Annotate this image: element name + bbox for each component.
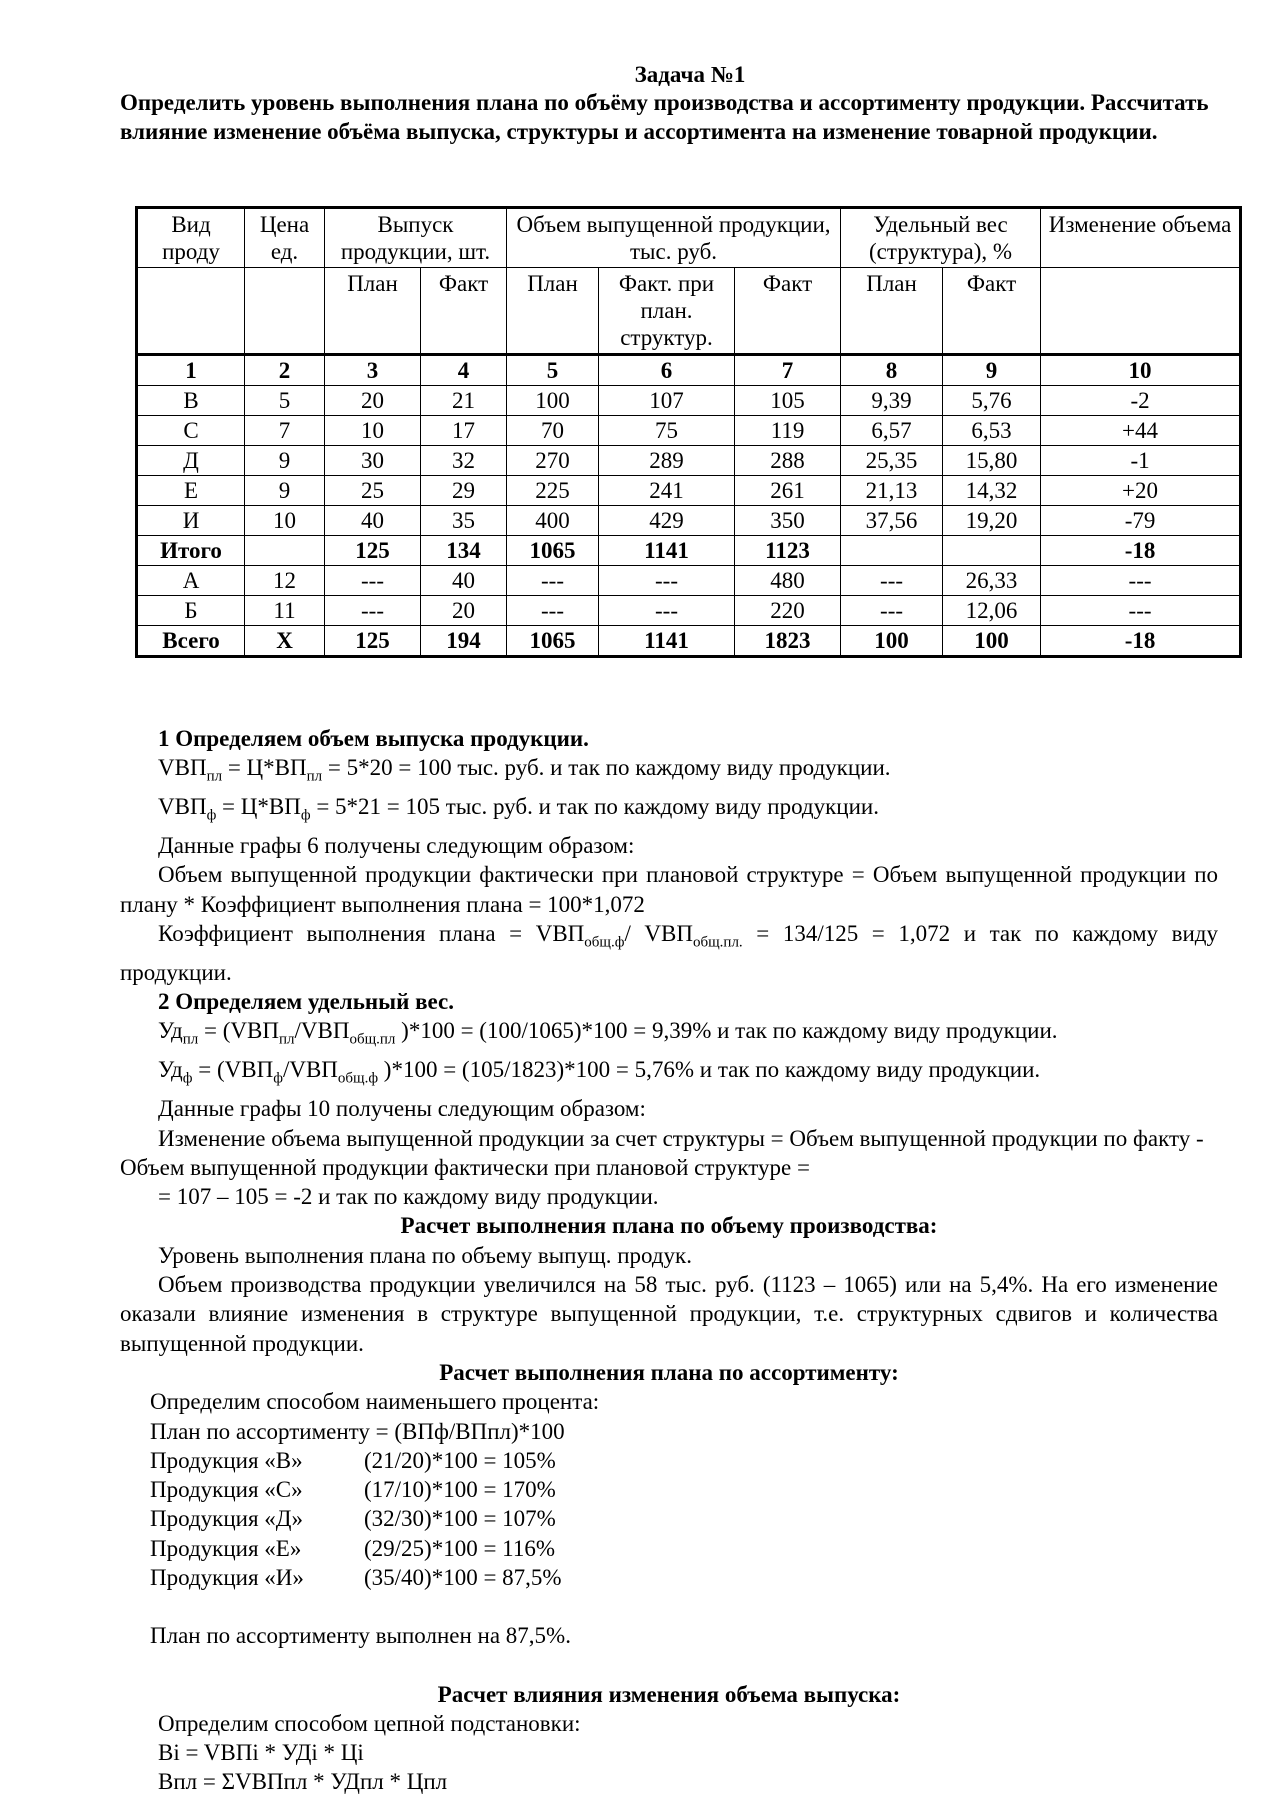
cell: --- <box>1041 566 1241 596</box>
list-item: Продукция «В» (21/20)*100 = 105% <box>150 1447 556 1473</box>
col-number: 1 <box>137 355 245 386</box>
cell: +20 <box>1041 476 1241 506</box>
formula-assortment: План по ассортименту = (ВПф/ВПпл)*100 <box>150 1418 565 1444</box>
cell: 6,57 <box>841 416 943 446</box>
cell: 125 <box>325 536 421 566</box>
cell: 75 <box>599 416 735 446</box>
cell: С <box>137 416 245 446</box>
subheader-fact: Факт <box>421 268 507 355</box>
cell: Д <box>137 446 245 476</box>
cell: 225 <box>507 476 599 506</box>
cell: --- <box>841 596 943 626</box>
cell: -18 <box>1041 626 1241 657</box>
heading-plan-assortment: Расчет выполнения плана по ассортименту: <box>439 1359 899 1385</box>
col-number: 4 <box>421 355 507 386</box>
cell: 6,53 <box>943 416 1041 446</box>
cell: 10 <box>325 416 421 446</box>
cell: 30 <box>325 446 421 476</box>
header-share: Удельный вес (структура), % <box>841 208 1041 268</box>
cell: -79 <box>1041 506 1241 536</box>
table-row <box>137 566 1241 596</box>
formula-bpl: Впл = ΣVВПпл * УДпл * Цпл <box>158 1769 448 1795</box>
cell: --- <box>507 566 599 596</box>
production-table <box>135 206 1242 658</box>
total-row <box>137 536 1241 566</box>
cell: 288 <box>735 446 841 476</box>
header-vid: Вид проду <box>137 208 245 268</box>
cell: 134 <box>421 536 507 566</box>
cell: --- <box>599 596 735 626</box>
cell: В <box>137 386 245 416</box>
cell: 100 <box>507 386 599 416</box>
cell: Е <box>137 476 245 506</box>
table-row <box>137 476 1241 506</box>
cell: 9 <box>245 446 325 476</box>
cell: 29 <box>421 476 507 506</box>
table-row <box>137 506 1241 536</box>
page-title: Задача №1 <box>634 62 746 87</box>
col-number: 3 <box>325 355 421 386</box>
cell: --- <box>599 566 735 596</box>
cell: 1065 <box>507 626 599 657</box>
paragraph: Данные графы 10 получены следующим образом: <box>158 1096 646 1122</box>
cell: 17 <box>421 416 507 446</box>
paragraph: Уровень выполнения плана по объему выпущ. продук. <box>158 1242 692 1268</box>
cell: Б <box>137 596 245 626</box>
cell <box>943 536 1041 566</box>
cell: 40 <box>325 506 421 536</box>
paragraph: Данные графы 6 получены следующим образом: <box>158 833 635 859</box>
cell: 32 <box>421 446 507 476</box>
cell: 19,20 <box>943 506 1041 536</box>
cell: 5 <box>245 386 325 416</box>
paragraph: Объем производства продукции увеличился на 58 тыс. руб. (1123 – 1065) или на 5,4%. На его изменение оказали влияние изменения в структуре выпущенной продукции, т.е. структурных сдвигов и количества выпущенной продукции. <box>120 1272 1218 1356</box>
subheader-plan: План <box>325 268 421 355</box>
formula-vvp-fact: $VВП_ф = Ц*ВП_ф = 5*21 = 105$ тыс. руб. и так по каждому виду продукции. <box>158 794 879 824</box>
formula-coefficient: Коэффициент выполнения плана = $VВП_{общ.ф}/$ $VВП_{общ.пл.} = 134/125 = 1,072$ и так по каждому виду продукции. <box>120 920 1219 985</box>
table-subheader-row <box>137 268 1241 355</box>
cell: 15,80 <box>943 446 1041 476</box>
cell: --- <box>325 566 421 596</box>
cell: 25,35 <box>841 446 943 476</box>
cell: 1141 <box>599 536 735 566</box>
subheader-plan: План <box>841 268 943 355</box>
cell: 194 <box>421 626 507 657</box>
subheader-plan: План <box>507 268 599 355</box>
cell: 25 <box>325 476 421 506</box>
cell: 5,76 <box>943 386 1041 416</box>
cell: 9 <box>245 476 325 506</box>
col-number: 9 <box>943 355 1041 386</box>
cell: Итого <box>137 536 245 566</box>
table-row <box>137 386 1241 416</box>
cell: -2 <box>1041 386 1241 416</box>
cell: 9,39 <box>841 386 943 416</box>
col-number: 10 <box>1041 355 1241 386</box>
cell: 241 <box>599 476 735 506</box>
cell: --- <box>507 596 599 626</box>
cell: 429 <box>599 506 735 536</box>
cell: 220 <box>735 596 841 626</box>
col-number: 5 <box>507 355 599 386</box>
formula-bi: Вi = VВПi * УДi * Цi <box>158 1740 364 1766</box>
cell: +44 <box>1041 416 1241 446</box>
cell: 105 <box>735 386 841 416</box>
list-item: Продукция «И» (35/40)*100 = 87,5% <box>150 1564 562 1590</box>
header-output: Выпуск продукции, шт. <box>325 208 507 268</box>
col-number: 2 <box>245 355 325 386</box>
cell: 40 <box>421 566 507 596</box>
cell: --- <box>325 596 421 626</box>
list-item: Продукция «Е» (29/25)*100 = 116% <box>150 1535 555 1561</box>
cell <box>245 536 325 566</box>
table-row <box>137 416 1241 446</box>
header-price: Цена ед. <box>245 208 325 268</box>
cell: 12,06 <box>943 596 1041 626</box>
cell: 261 <box>735 476 841 506</box>
col-number: 7 <box>735 355 841 386</box>
cell: Всего <box>137 626 245 657</box>
cell: 1823 <box>735 626 841 657</box>
cell: -18 <box>1041 536 1241 566</box>
cell: 350 <box>735 506 841 536</box>
column-number-row <box>137 355 1241 386</box>
cell: 70 <box>507 416 599 446</box>
subheader-fact-plan-struct: Факт. при план. структур. <box>599 268 735 355</box>
cell: Х <box>245 626 325 657</box>
header-change: Изменение объема <box>1041 208 1241 268</box>
cell: 26,33 <box>943 566 1041 596</box>
cell: 119 <box>735 416 841 446</box>
cell: А <box>137 566 245 596</box>
formula-share-fact: $Уд_ф = (VВП_ф/VВП_{общ.ф}$ )*100 = (105/1823)*100 = 5,76% и так по каждому виду продукции. <box>158 1057 1041 1087</box>
cell: 400 <box>507 506 599 536</box>
paragraph: План по ассортименту выполнен на 87,5%. <box>150 1623 571 1649</box>
table-row <box>137 596 1241 626</box>
cell: 480 <box>735 566 841 596</box>
header-volume: Объем выпущенной продукции, тыс. руб. <box>507 208 841 268</box>
cell: --- <box>841 566 943 596</box>
cell: 35 <box>421 506 507 536</box>
cell: 20 <box>421 596 507 626</box>
paragraph: Определим способом наименьшего процента: <box>150 1389 600 1415</box>
cell: 100 <box>841 626 943 657</box>
grand-total-row <box>137 626 1241 657</box>
heading-volume: 1 Определяем объем выпуска продукции. <box>158 726 589 751</box>
paragraph: Определим способом цепной подстановки: <box>158 1710 581 1736</box>
cell: 1141 <box>599 626 735 657</box>
list-item: Продукция «Д» (32/30)*100 = 107% <box>150 1506 556 1532</box>
cell: 7 <box>245 416 325 446</box>
cell: И <box>137 506 245 536</box>
cell: 20 <box>325 386 421 416</box>
cell: --- <box>1041 596 1241 626</box>
cell: 1065 <box>507 536 599 566</box>
cell: 125 <box>325 626 421 657</box>
col-number: 8 <box>841 355 943 386</box>
table-row <box>137 446 1241 476</box>
cell: 14,32 <box>943 476 1041 506</box>
cell: 12 <box>245 566 325 596</box>
cell: 270 <box>507 446 599 476</box>
formula-vvp-plan: $VВП_{пл} = Ц*ВП_{пл} = 5*20 = 100$ тыс. руб. и так по каждому виду продукции. <box>158 755 891 785</box>
paragraph: Изменение объема выпущенной продукции за счет структуры = Объем выпущенной продукции по факту - Объем выпущенной продукции фактически при плановой структуре = <box>120 1125 1204 1180</box>
table-header-row <box>137 208 1241 268</box>
subheader-fact: Факт <box>735 268 841 355</box>
col-number: 6 <box>599 355 735 386</box>
cell: 21,13 <box>841 476 943 506</box>
cell: 21 <box>421 386 507 416</box>
cell: 11 <box>245 596 325 626</box>
cell: 100 <box>943 626 1041 657</box>
heading-chain-substitution: Расчет влияния изменения объема выпуска: <box>437 1681 901 1707</box>
cell: 289 <box>599 446 735 476</box>
cell: 107 <box>599 386 735 416</box>
solution-text <box>120 724 1218 1797</box>
cell: 37,56 <box>841 506 943 536</box>
cell <box>841 536 943 566</box>
list-item: Продукция «С» (17/10)*100 = 170% <box>150 1477 556 1503</box>
task-statement: Определить уровень выполнения плана по объёму производства и ассортименту продукции. Рассчитать влияние изменение объёма выпуска, структуры и ассортимента на изменение товарной продукции. <box>120 90 1209 144</box>
subheader-fact: Факт <box>943 268 1041 355</box>
cell: 1123 <box>735 536 841 566</box>
heading-share: 2 Определяем удельный вес. <box>158 989 454 1015</box>
heading-plan-volume: Расчет выполнения плана по объему производства: <box>400 1213 938 1239</box>
paragraph: Объем выпущенной продукции фактически при плановой структуре = Объем выпущенной продукции по плану * Коэффициент выполнения плана = 100*1,072 <box>120 862 1218 917</box>
cell: 10 <box>245 506 325 536</box>
paragraph: = 107 – 105 = -2 и так по каждому виду продукции. <box>158 1184 659 1210</box>
cell: -1 <box>1041 446 1241 476</box>
formula-share-plan: $Уд_{пл} = (VВП_{пл}/VВП_{общ.пл}$ )*100 = (100/1065)*100 = 9,39% и так по каждому виду продукции. <box>158 1018 1058 1049</box>
